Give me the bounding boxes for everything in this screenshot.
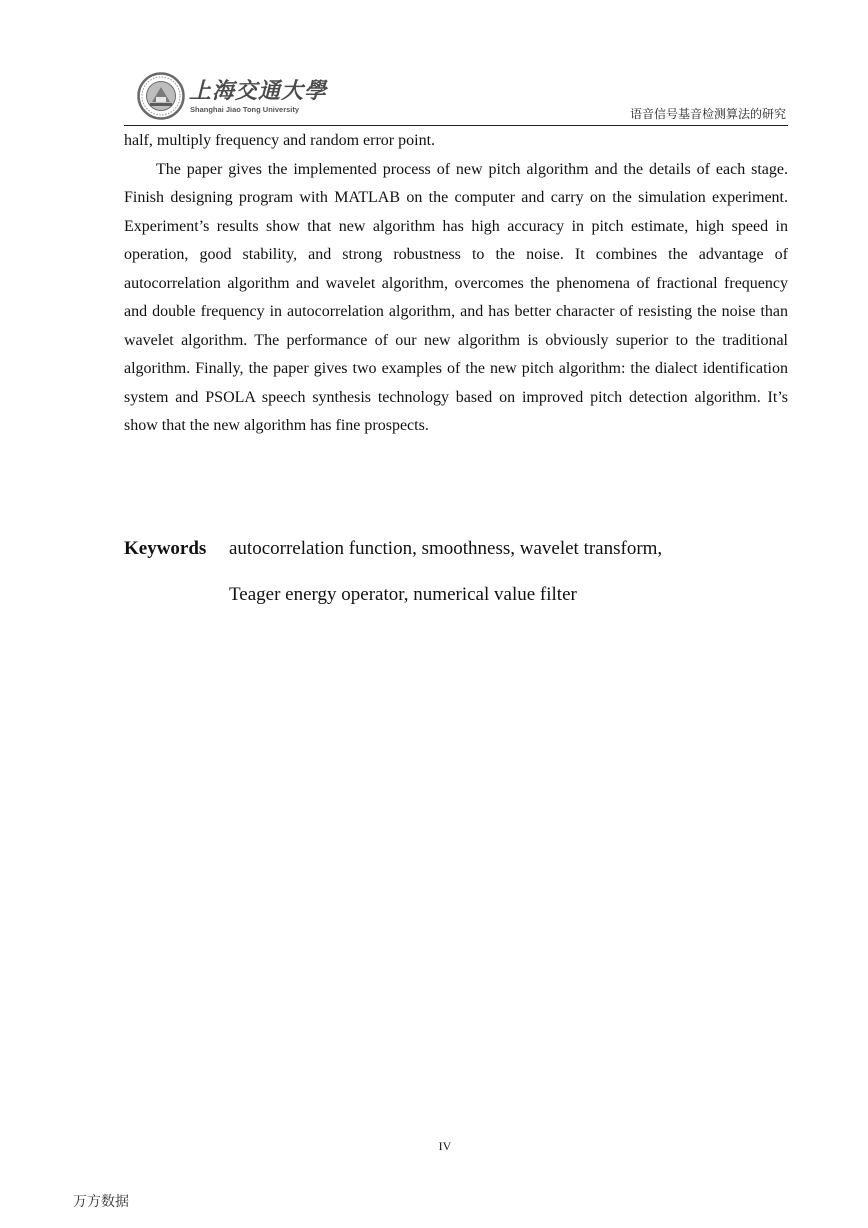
university-logo	[137, 72, 327, 120]
watermark: 万方数据	[73, 1194, 129, 1210]
running-title: 语音信号基音检测算法的研究	[629, 107, 786, 121]
page-number: IV	[438, 1139, 452, 1153]
keywords-indent-spacer	[124, 572, 229, 618]
keywords-row	[124, 526, 788, 572]
keywords-section	[124, 526, 788, 618]
keywords-row	[124, 572, 788, 618]
page-header	[124, 68, 788, 126]
paragraph: The paper gives the implemented process of new pitch algorithm and the details of each stage. Finish designing program with MATLAB on the computer and carry on the simulation experiment. Experiment’s results show that new algorithm has high accuracy in pitch estimate, high speed in operation, good stability, and strong robustness to the noise. It combines the advantage of autocorrelation algorithm and wavelet algorithm, overcomes the phenomena of fractional frequency and double frequency in autocorrelation algorithm, and has better character of resisting the noise than wavelet algorithm. The performance of our new algorithm is obviously superior to the traditional algorithm. Finally, the paper gives two examples of the new pitch algorithm: the dialect identification system and PSOLA speech synthesis technology based on improved pitch detection algorithm. It’s show that the new algorithm has fine prospects.	[124, 160, 788, 434]
university-seal-icon	[137, 72, 185, 120]
abstract-body	[124, 127, 788, 441]
keywords-label: Keywords	[124, 538, 207, 559]
logo-text-chinese: 上海交通大學	[189, 78, 328, 104]
paragraph-continuation: half, multiply frequency and random error point.	[124, 132, 436, 149]
keywords-line-1: autocorrelation function, smoothness, wavelet transform,	[229, 538, 663, 559]
logo-text-english: Shanghai Jiao Tong University	[190, 105, 300, 114]
keywords-line-2: Teager energy operator, numerical value filter	[229, 584, 577, 605]
